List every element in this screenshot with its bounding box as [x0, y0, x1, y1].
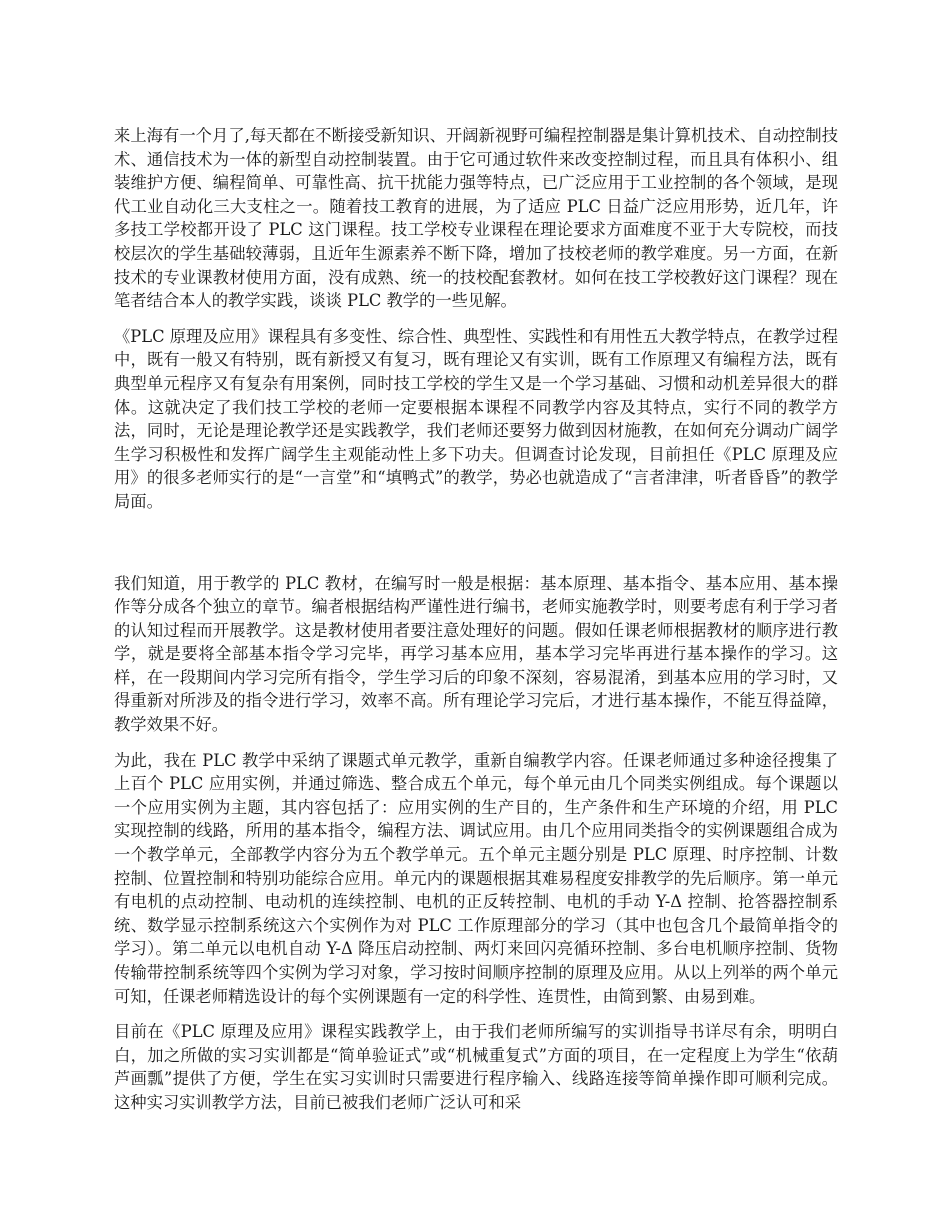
paragraph-course-features: 《PLC 原理及应用》课程具有多变性、综合性、典型性、实践性和有用性五大教学特点，在教学过程中，既有一般又有特别，既有新授又有复习，既有理论又有实训，既有工作原理又有编程方法，既有典型单元程序又有复杂有用案例，同时技工学校的学生又是一个学习基础、习惯和动机差异很大的群体。这就决定了我们技工学校的老师一定要根据本课程不同教学内容及其特点，实行不同的教学方法，同时，无论是理论教学还是实践教学，我们老师还要努力做到因材施教，在如何充分调动广阔学生学习积极性和发挥广阔学生主观能动性上多下功夫。但调查讨论发现，目前担任《PLC 原理及应用》的很多老师实行的是“一言堂”和“填鸭式”的教学，势必也就造成了“言者津津，听者昏昏”的教学局面。	[114, 326, 838, 511]
document-body	[114, 124, 838, 1115]
paragraph-practice-teaching: 目前在《PLC 原理及应用》课程实践教学上，由于我们老师所编写的实训指导书详尽有余，明明白白，加之所做的实习实训都是“简单验证式”或“机械重复式”方面的项目，在一定程度上为学生“依葫芦画瓢”提供了方便，学生在实习实训时只需要进行程序输入、线路连接等简单操作即可顺利完成。这种实习实训教学方法，目前已被我们老师广泛认可和采	[114, 1022, 838, 1112]
section-spacer	[114, 514, 838, 572]
paragraph-spacer	[114, 313, 838, 325]
paragraph-spacer	[114, 1008, 838, 1020]
paragraph-textbook-order: 我们知道，用于教学的 PLC 教材，在编写时一般是根据：基本原理、基本指令、基本应用、基本操作等分成各个独立的章节。编者根据结构严谨性进行编书，老师实施教学时，则要考虑有利于学习者的认知过程而开展教学。这是教材使用者要注意处理好的问题。假如任课老师根据教材的顺序进行教学，就是要将全部基本指令学习完毕，再学习基本应用，基本学习完毕再进行基本操作的学习。这样，在一段期间内学习完所有指令，学生学习后的印象不深刻，容易混淆，到基本应用的学习时，又得重新对所涉及的指令进行学习，效率不高。所有理论学习完后，才进行基本操作，不能互得益障，教学效果不好。	[114, 573, 838, 735]
paragraph-unit-teaching: 为此，我在 PLC 教学中采纳了课题式单元教学，重新自编教学内容。任课老师通过多种途径搜集了上百个 PLC 应用实例，并通过筛选、整合成五个单元，每个单元由几个同类实例组成。每个课题以一个应用实例为主题，其内容包括了：应用实例的生产目的，生产条件和生产环境的介绍，用 PLC 实现控制的线路，所用的基本指令，编程方法、调试应用。由几个应用同类指令的实例课题组合成为一个教学单元，全部教学内容分为五个教学单元。五个单元主题分别是 PLC 原理、时序控制、计数控制、位置控制和特别功能综合应用。单元内的课题根据其难易程度安排教学的先后顺序。第一单元有电机的点动控制、电动机的连续控制、电机的正反转控制、电机的手动 Y-Δ 控制、抢答器控制系统、数学显示控制系统这六个实例作为对 PLC 工作原理部分的学习（其中也包含几个最简单指令的学习）。第二单元以电机自动 Y-Δ 降压启动控制、两灯来回闪亮循环控制、多台电机顺序控制、货物传输带控制系统等四个实例为学习对象，学习按时间顺序控制的原理及应用。从以上列举的两个单元可知，任课老师精选设计的每个实例课题有一定的科学性、连贯性，由简到繁、由易到难。	[114, 750, 838, 1006]
paragraph-intro: 来上海有一个月了,每天都在不断接受新知识、开阔新视野可编程控制器是集计算机技术、自动控制技术、通信技术为一体的新型自动控制装置。由于它可通过软件来改变控制过程，而且具有体积小、组装维护方便、编程简单、可靠性高、抗干扰能力强等特点，已广泛应用于工业控制的各个领域，是现代工业自动化三大支柱之一。随着技工教育的进展，为了适应 PLC 日益广泛应用形势，近几年，许多技工学校都开设了 PLC 这门课程。技工学校专业课程在理论要求方面难度不亚于大专院校，而技校层次的学生基础较薄弱，且近年生源素养不断下降，增加了技校老师的教学难度。另一方面，在新技术的专业课教材使用方面，没有成熟、统一的技校配套教材。如何在技工学校教好这门课程？现在笔者结合本人的教学实践，谈谈 PLC 教学的一些见解。	[114, 126, 838, 311]
paragraph-spacer	[114, 737, 838, 749]
